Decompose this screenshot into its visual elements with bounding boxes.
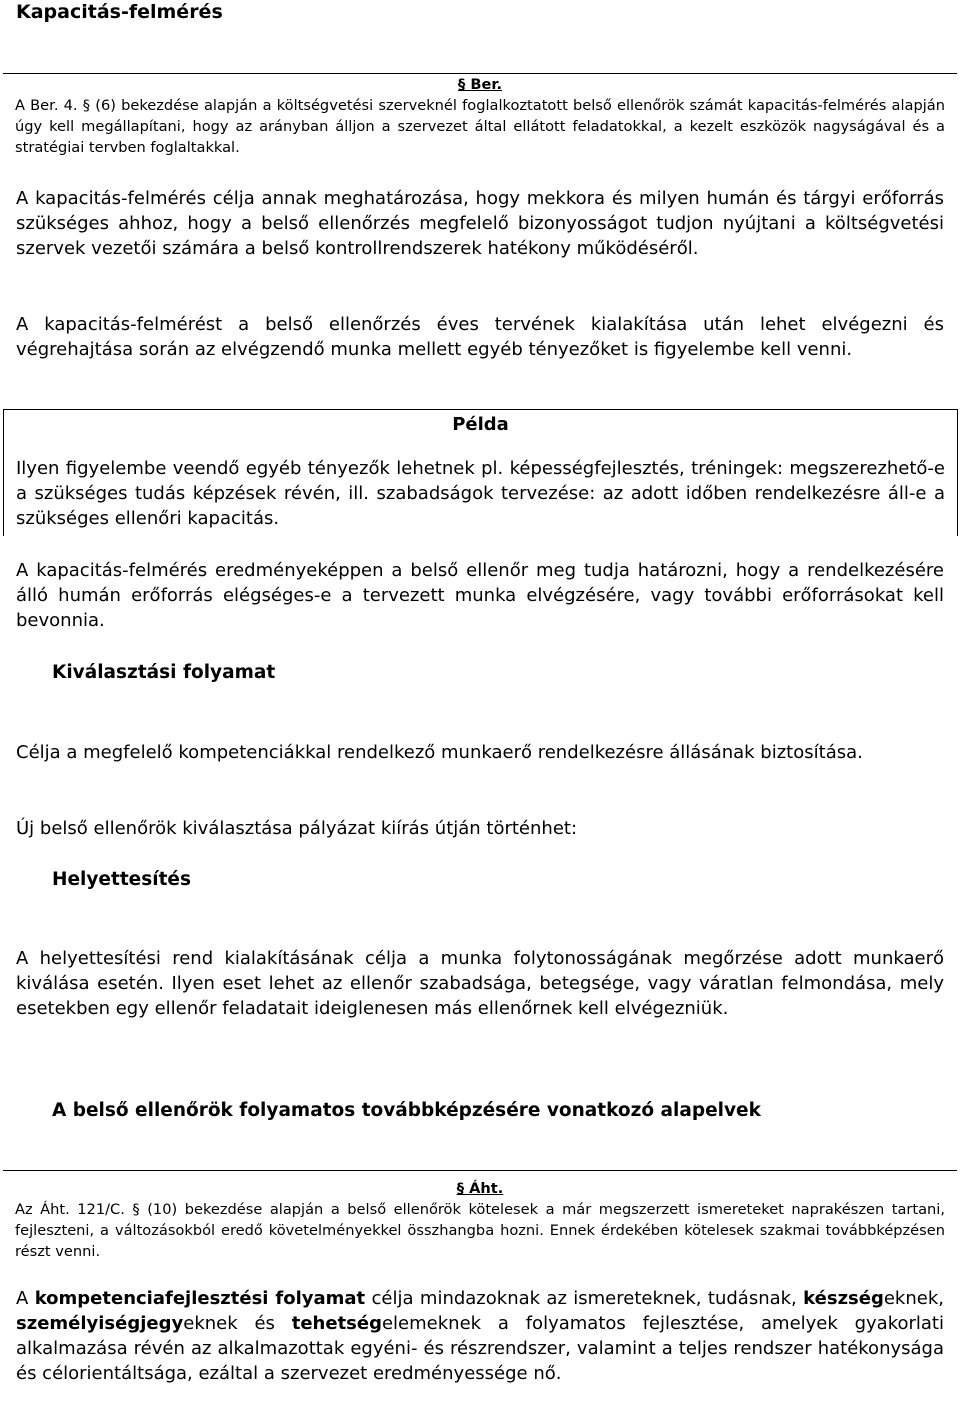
competence-text-3: eknek, bbox=[883, 1288, 944, 1309]
paragraph-substitution: A helyettesítési rend kialakításának célja a munka folytonosságának megőrzése adott munkaerő kiválása esetén. Ilyen eset lehet az ellenőr szabadsága, betegsége, vagy váratlan felmondása, mely esetekben egy ellenőr feladatait ideiglenesen más ellenőrnek kell elvégezniük. bbox=[16, 948, 944, 1019]
paragraph-competence bbox=[16, 1286, 944, 1386]
ber-box-heading: § Ber. bbox=[457, 76, 503, 93]
competence-text-2: célja mindazoknak az ismereteknek, tudásnak, bbox=[365, 1288, 804, 1309]
paragraph-result: A kapacitás-felmérés eredményeképpen a belső ellenőr meg tudja határozni, hogy a rendelkezésére álló humán erőforrás elégséges-e a tervezett munka elvégzésére, vagy további erőforrásokat kell bevonnia. bbox=[16, 560, 944, 631]
competence-bold-3: személyiségjegy bbox=[16, 1313, 184, 1334]
competence-text-4: eknek és bbox=[183, 1313, 292, 1334]
competence-bold-2: készség bbox=[803, 1288, 884, 1309]
example-text: Ilyen figyelembe veendő egyéb tényezők lehetnek pl. képességfejlesztés, tréningek: megszerezhető-e a szükséges tudás képzések révén, ill. szabadságok tervezése: az adott időben rendelkezésre áll-e a szükséges ellenőri kapacitás. bbox=[16, 458, 945, 529]
paragraph-selection-method: Új belső ellenőrök kiválasztása pályázat kiírás útján történhet: bbox=[16, 818, 578, 839]
competence-text-5: elemeknek a folyamatos fejlesztése, amelyek gyakorlati alkalmazása révén az alkalmazottak egyéni- és részrendszer, valamint a teljes rendszer hatékonysága és célorientáltsága, ezáltal a szervezet eredményessége nő. bbox=[16, 1313, 944, 1384]
paragraph-selection-goal: Célja a megfelelő kompetenciákkal rendelkező munkaerő rendelkezésre állásának biztosítása. bbox=[16, 742, 863, 763]
example-box bbox=[3, 409, 958, 536]
paragraph-purpose: A kapacitás-felmérés célja annak meghatározása, hogy mekkora és milyen humán és tárgyi erőforrás szükséges ahhoz, hogy a belső ellenőrzés megfelelő bizonyosságot tudjon nyújtani a költségvetési szervek vezetői számára a belső kontrollrendszerek hatékony működéséről. bbox=[16, 188, 944, 259]
law-reference-box-ber bbox=[3, 73, 957, 169]
aht-box-ref: Az Áht. 121/C. § (10) bbox=[15, 1201, 178, 1218]
competence-text-1: A bbox=[16, 1288, 35, 1309]
ber-box-body: bekezdése alapján a költségvetési szerveknél foglalkoztatott belső ellenőrök számát kapacitás-felmérés alapján úgy kell megállapítani, hogy az arányban álljon a szervezet által ellátott feladatokkal, a kezelt eszközök nagyságával és a stratégiai tervben foglaltakkal. bbox=[15, 97, 945, 156]
paragraph-timing: A kapacitás-felmérést a belső ellenőrzés éves tervének kialakítása után lehet elvégezni és végrehajtása során az elvégzendő munka mellett egyéb tényezőket is figyelembe kell venni. bbox=[16, 314, 944, 360]
aht-box-heading: § Áht. bbox=[456, 1180, 504, 1197]
page-title: Kapacitás-felmérés bbox=[16, 1, 223, 23]
competence-bold-4: tehetség bbox=[291, 1313, 382, 1334]
competence-bold-1: kompetenciafejlesztési folyamat bbox=[34, 1288, 366, 1309]
law-reference-box-aht bbox=[3, 1170, 957, 1262]
example-heading: Példa bbox=[452, 414, 509, 435]
section-heading-training: A belső ellenőrök folyamatos továbbképzésére vonatkozó alapelvek bbox=[52, 1100, 761, 1121]
ber-box-text bbox=[15, 95, 945, 158]
ber-box-ref: A Ber. 4. § (6) bbox=[15, 97, 116, 114]
section-heading-substitution: Helyettesítés bbox=[52, 869, 191, 890]
aht-box-text bbox=[15, 1199, 945, 1262]
aht-box-body: bekezdése alapján a belső ellenőrök kötelesek a már megszerzett ismereteket naprakészen tartani, fejleszteni, a változásokból eredő követelményekkel összhangba hozni. Ennek érdekében kötelesek szakmai továbbképzésen részt venni. bbox=[15, 1201, 945, 1260]
section-heading-selection: Kiválasztási folyamat bbox=[52, 662, 276, 683]
